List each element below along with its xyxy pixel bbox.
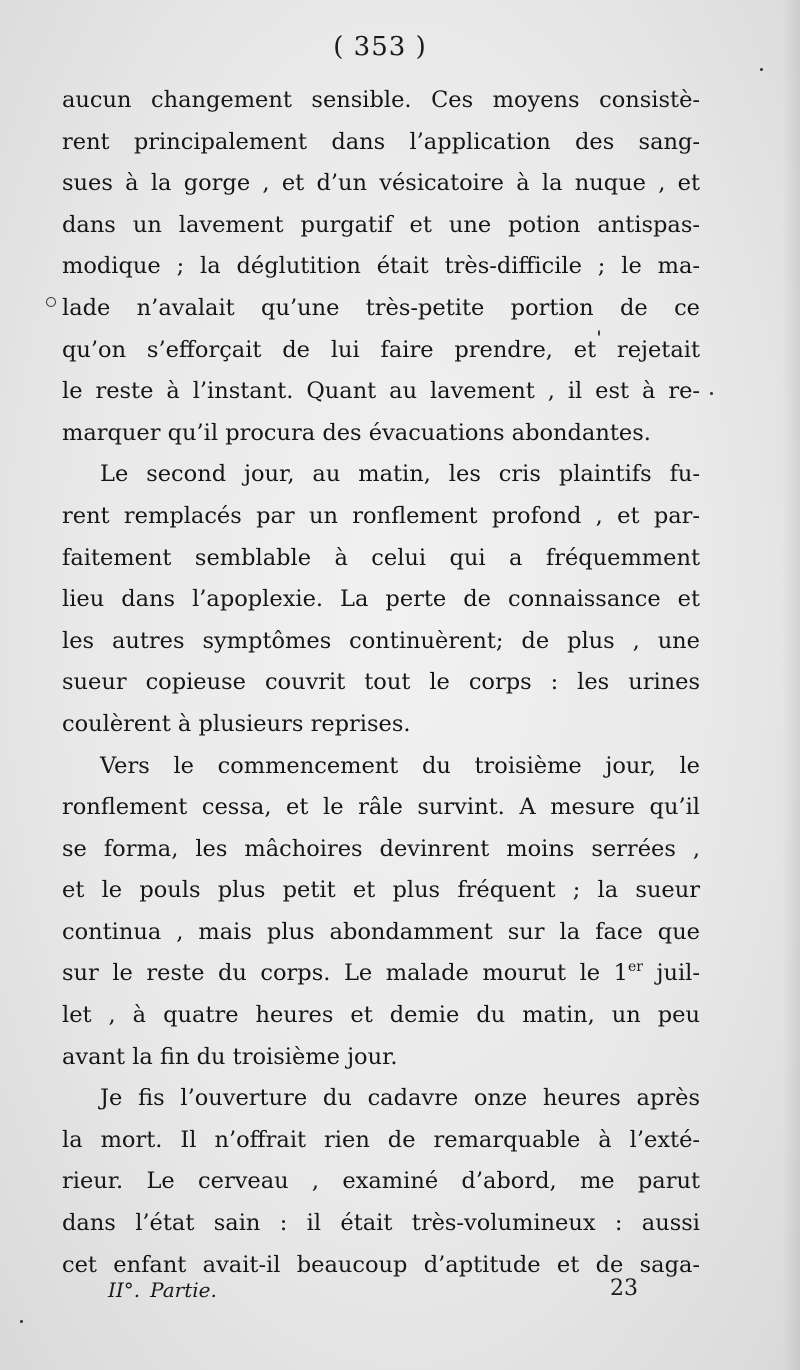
signature-mark: 23 bbox=[610, 1276, 638, 1301]
text-line: dans l’état sain : il était très-volumineux : aussi bbox=[62, 1210, 700, 1237]
text-line-tail: juil- bbox=[642, 960, 700, 987]
text-line: rent remplacés par un ronflement profond , et par- bbox=[62, 502, 700, 529]
text-line-main: sur le reste du corps. Le malade mourut le 1 bbox=[62, 960, 628, 987]
text-line: les autres symptômes continuèrent; de plus , une bbox=[62, 627, 700, 654]
superscript: er bbox=[627, 959, 643, 976]
text-line: let , à quatre heures et demie du matin, un peu bbox=[62, 1002, 700, 1029]
text-line: et le pouls plus petit et plus fréquent ; la sueur bbox=[62, 877, 700, 904]
text-line: ronflement cessa, et le râle survint. A mesure qu’il bbox=[62, 794, 700, 821]
text-line: Vers le commencement du troisième jour, le bbox=[100, 752, 700, 779]
page-number: ( 353 ) bbox=[333, 32, 427, 62]
text-line: le reste à l’instant. Quant au lavement , il est à re- bbox=[62, 378, 700, 405]
text-line: marquer qu’il procura des évacuations abondantes. bbox=[62, 419, 651, 446]
text-line: avant la fin du troisième jour. bbox=[62, 1043, 398, 1070]
page-edge-shadow bbox=[782, 0, 800, 1370]
text-line: modique ; la déglutition était très-difficile ; le ma- bbox=[62, 253, 700, 280]
body-text bbox=[62, 80, 700, 1286]
footer-part-number: II°. bbox=[108, 1278, 141, 1302]
text-line: aucun changement sensible. Ces moyens consistè- bbox=[62, 87, 700, 113]
scan-speck bbox=[760, 68, 763, 71]
text-line: Le second jour, au matin, les cris plaintifs fu- bbox=[100, 461, 700, 488]
text-line: sueur copieuse couvrit tout le corps : les urines bbox=[62, 669, 700, 696]
text-line: dans un lavement purgatif et une potion antispas- bbox=[62, 211, 700, 238]
text-line bbox=[62, 953, 700, 995]
footer-part-word: Partie. bbox=[150, 1278, 217, 1302]
scan-speck bbox=[598, 330, 600, 336]
text-line: la mort. Il n’offrait rien de remarquable à l’exté- bbox=[62, 1126, 700, 1153]
text-line: Je fis l’ouverture du cadavre onze heures après bbox=[100, 1085, 700, 1112]
text-line: faitement semblable à celui qui a fréquemment bbox=[62, 544, 700, 571]
text-line: qu’on s’efforçait de lui faire prendre, et rejetait bbox=[62, 336, 700, 363]
scan-speck bbox=[46, 297, 56, 307]
text-line: continua , mais plus abondamment sur la face que bbox=[62, 918, 700, 945]
text-line: coulèrent à plusieurs reprises. bbox=[62, 710, 411, 737]
scan-speck bbox=[710, 392, 713, 395]
text-line: se forma, les mâchoires devinrent moins serrées , bbox=[62, 835, 700, 862]
text-line: sues à la gorge , et d’un vésicatoire à la nuque , et bbox=[62, 170, 700, 197]
text-line: rent principalement dans l’application des sang- bbox=[62, 128, 700, 155]
text-line: rieur. Le cerveau , examiné d’abord, me parut bbox=[62, 1168, 700, 1195]
scan-speck bbox=[20, 1320, 23, 1323]
text-line: cet enfant avait-il beaucoup d’aptitude et de saga- bbox=[62, 1251, 700, 1278]
footer-part-label bbox=[108, 1278, 217, 1302]
text-line: lieu dans l’apoplexie. La perte de connaissance et bbox=[62, 586, 700, 613]
text-line: lade n’avalait qu’une très-petite portion de ce bbox=[62, 294, 700, 321]
